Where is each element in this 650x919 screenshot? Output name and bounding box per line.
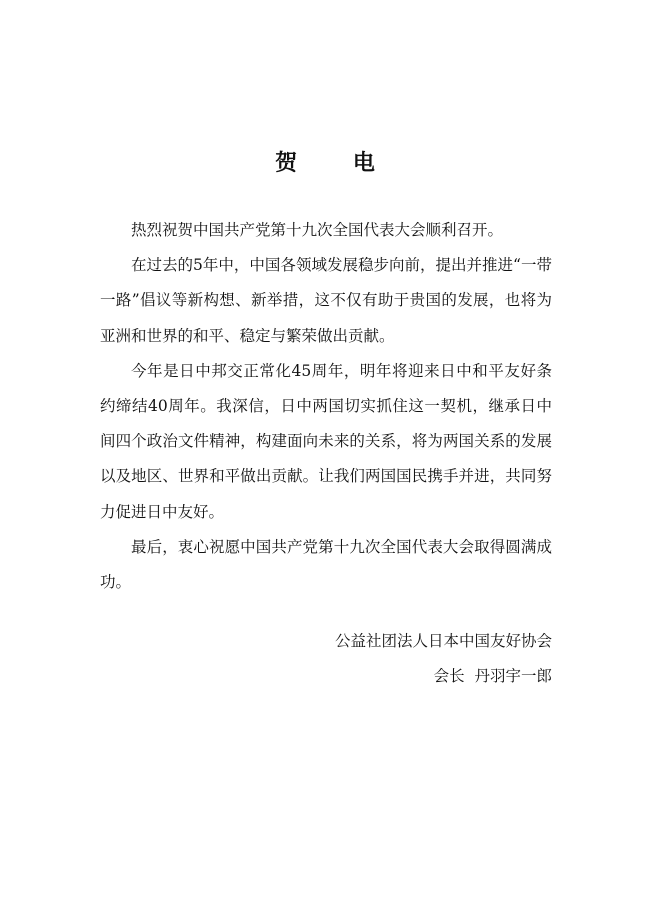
paragraph-greeting: 热烈祝贺中国共产党第十九次全国代表大会顺利召开。 <box>131 221 504 239</box>
paragraph-closing: 最后，衷心祝愿中国共产党第十九次全国代表大会取得圆满成功。 <box>100 537 552 592</box>
signature-organization: 公益社团法人日本中国友好协会 <box>334 632 552 650</box>
signature-block <box>335 624 552 694</box>
paragraph-anniversary: 今年是日中邦交正常化45周年，明年将迎来日中和平友好条约缔结40周年。我深信，日中两国切实抓住这一契机，继承日中间四个政治文件精神，构建面向未来的关系，将为两国关系的发展以及地区、世界和平做出贡献。让我们两国国民携手并进，共同努力促进日中友好。 <box>100 361 552 521</box>
signature-position-name: 会长 丹羽宇一郎 <box>433 667 552 685</box>
paragraph-development: 在过去的5年中，中国各领域发展稳步向前，提出并推进“一带一路”倡议等新构想、新举措，这不仅有助于贵国的发展，也将为亚洲和世界的和平、稳定与繁荣做出贡献。 <box>100 256 552 345</box>
document-body <box>100 213 552 600</box>
document-title: 贺 电 <box>275 150 399 176</box>
